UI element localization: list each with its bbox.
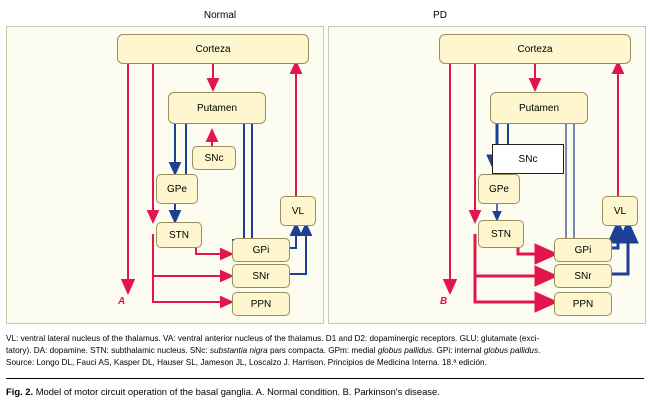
figure-caption: [6, 386, 644, 397]
legend-source: Source: Longo DL, Fauci AS, Kasper DL, Hauser SL, Jameson JL, Loscalzo J. Harrison. Principios de Medicina Interna. 18.ª edición.: [6, 358, 487, 367]
legend-l2-end: .: [538, 346, 541, 355]
node-normal-snc[interactable]: SNc: [192, 146, 236, 170]
node-pd-gpe[interactable]: GPe: [478, 174, 520, 204]
legend-l2-italic-2: globus pallidus: [377, 346, 432, 355]
node-normal-vl[interactable]: VL: [280, 196, 316, 226]
figure-caption-label: Fig. 2.: [6, 386, 34, 397]
panel-title-normal: Normal: [203, 10, 237, 21]
legend-l2-mid-2: . GPi: internal: [431, 346, 484, 355]
node-normal-ppn[interactable]: PPN: [232, 292, 290, 316]
caption-divider: [6, 378, 644, 379]
node-normal-gpi[interactable]: GPi: [232, 238, 290, 262]
node-pd-snc[interactable]: SNc: [492, 144, 564, 174]
node-pd-snr[interactable]: SNr: [554, 264, 612, 288]
panel-label-b: B: [440, 296, 448, 307]
legend-l2-mid: pars compacta. GPm: medial: [267, 346, 378, 355]
node-pd-ppn[interactable]: PPN: [554, 292, 612, 316]
node-pd-stn[interactable]: STN: [478, 220, 524, 248]
panel-label-a: A: [118, 296, 126, 307]
legend-line-2: [6, 346, 644, 357]
node-normal-snr[interactable]: SNr: [232, 264, 290, 288]
figure-caption-text: Model of motor circuit operation of the basal ganglia. A. Normal condition. B. Parkinson's disease.: [33, 386, 440, 397]
legend-l2-italic-1: substantia nigra: [209, 346, 268, 355]
legend-line-1: VL: ventral lateral nucleus of the thalamus. VA: ventral anterior nucleus of the thalamus. D1 and D2: dopaminergic receptors. GLU: glutamate (exci-: [6, 334, 540, 343]
node-pd-vl[interactable]: VL: [602, 196, 638, 226]
legend-l2-pre: tatory). DA: dopamine. STN: subthalamic nucleus. SNc:: [6, 346, 210, 355]
panel-title-pd: PD: [433, 10, 447, 21]
node-normal-stn[interactable]: STN: [156, 222, 202, 248]
node-normal-corteza[interactable]: Corteza: [117, 34, 309, 64]
legend-l2-italic-3: globus pallidus: [483, 346, 539, 355]
node-pd-corteza[interactable]: Corteza: [439, 34, 631, 64]
node-pd-putamen[interactable]: Putamen: [490, 92, 588, 124]
node-normal-putamen[interactable]: Putamen: [168, 92, 266, 124]
node-normal-gpe[interactable]: GPe: [156, 174, 198, 204]
node-pd-gpi[interactable]: GPi: [554, 238, 612, 262]
